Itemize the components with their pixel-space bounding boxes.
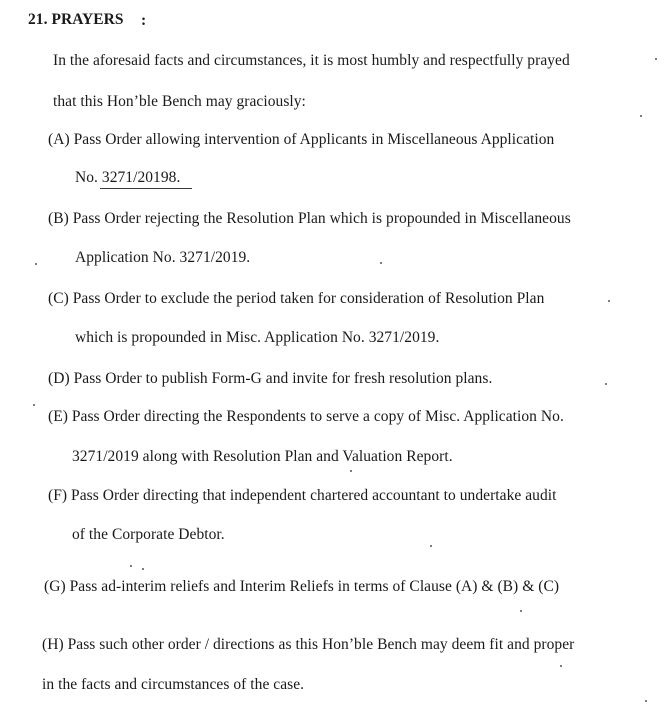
prayer-d-line-1: (D) Pass Order to publish Form-G and invite for fresh resolution plans.: [48, 370, 493, 387]
prayer-b-line-1: (B) Pass Order rejecting the Resolution Plan which is propounded in Miscellaneous: [48, 210, 571, 227]
scan-speck: [33, 404, 35, 406]
prayer-e-line-2: 3271/2019 along with Resolution Plan and Valuation Report.: [72, 448, 453, 465]
scan-speck: [520, 610, 522, 612]
prayer-b-line-2: Application No. 3271/2019.: [75, 249, 251, 266]
prayer-c-line-2: which is propounded in Misc. Application No. 3271/2019.: [75, 329, 440, 346]
section-heading-colon: :: [141, 12, 147, 29]
scan-speck: [640, 115, 642, 117]
prayer-a-line-2: No. 3271/20198.: [75, 169, 181, 186]
prayer-e-line-1: (E) Pass Order directing the Respondents to serve a copy of Misc. Application No.: [48, 408, 564, 425]
intro-line-2: that this Hon’ble Bench may graciously:: [53, 93, 306, 110]
prayer-f-line-2: of the Corporate Debtor.: [72, 526, 225, 543]
intro-line-1: In the aforesaid facts and circumstances, it is most humbly and respectfully prayed: [53, 52, 570, 69]
scan-speck: [142, 568, 144, 570]
scan-speck: [350, 470, 352, 472]
section-heading: 21. PRAYERS: [28, 11, 124, 28]
scan-speck: [655, 58, 657, 60]
scan-speck: [380, 262, 382, 264]
prayer-h-line-2: in the facts and circumstances of the case.: [42, 676, 305, 693]
prayer-f-line-1: (F) Pass Order directing that independent chartered accountant to undertake audit: [48, 487, 557, 504]
prayer-g-line-1: (G) Pass ad-interim reliefs and Interim Reliefs in terms of Clause (A) & (B) & (C): [44, 578, 560, 595]
scan-speck: [430, 545, 432, 547]
prayer-h-line-1: (H) Pass such other order / directions as this Hon’ble Bench may deem fit and proper: [42, 636, 575, 653]
scan-speck: [35, 263, 37, 265]
scan-speck: [560, 665, 562, 667]
prayer-c-line-1: (C) Pass Order to exclude the period taken for consideration of Resolution Plan: [48, 290, 545, 307]
scan-speck: [645, 700, 647, 702]
prayer-a-line-1: (A) Pass Order allowing intervention of Applicants in Miscellaneous Application: [48, 131, 555, 148]
scan-speck: [130, 565, 132, 567]
underline-mark: [100, 188, 192, 189]
scan-speck: [608, 300, 610, 302]
scan-speck: [605, 383, 607, 385]
